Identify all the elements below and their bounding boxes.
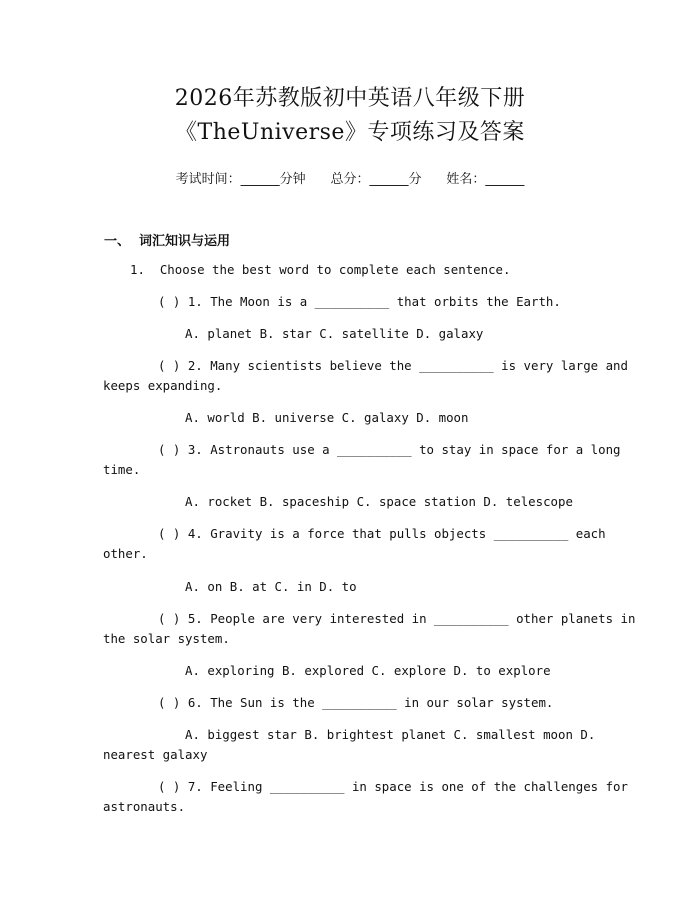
score-blank: ______: [369, 172, 409, 187]
question-2-stem-cont: keeps expanding.: [103, 378, 223, 393]
exam-info: [0, 168, 700, 187]
document-title-line-1: 2026年苏教版初中英语八年级下册: [174, 86, 526, 111]
section-title: 一、 词汇知识与运用: [104, 234, 231, 249]
question-3-stem-cont: time.: [103, 462, 141, 477]
time-label: 考试时间：: [175, 172, 241, 187]
name-label: 姓名：: [446, 172, 486, 187]
name-blank: ______: [485, 172, 525, 187]
question-5-stem: ( ) 5. People are very interested in __________ other planets in: [158, 611, 636, 626]
question-1-options: A. planet B. star C. satellite D. galaxy: [185, 326, 484, 341]
question-3-stem: ( ) 3. Astronauts use a __________ to stay in space for a long: [158, 442, 621, 457]
question-5-stem-cont: the solar system.: [103, 631, 230, 646]
question-7-stem-cont: astronauts.: [103, 799, 186, 814]
question-7-stem: ( ) 7. Feeling __________ in space is one of the challenges for: [158, 779, 628, 794]
question-4-options: A. on B. at C. in D. to: [185, 579, 357, 594]
document-title-line-2: 《TheUniverse》专项练习及答案: [175, 120, 525, 145]
question-6-options-cont: nearest galaxy: [103, 747, 208, 762]
question-1-stem: ( ) 1. The Moon is a __________ that orbits the Earth.: [158, 294, 561, 309]
question-6-stem: ( ) 6. The Sun is the __________ in our solar system.: [158, 695, 554, 710]
score-unit: 分: [408, 172, 422, 187]
question-2-options: A. world B. universe C. galaxy D. moon: [185, 410, 469, 425]
question-4-stem: ( ) 4. Gravity is a force that pulls objects __________ each: [158, 526, 606, 541]
question-4-stem-cont: other.: [103, 546, 148, 561]
question-3-options: A. rocket B. spaceship C. space station D. telescope: [185, 494, 573, 509]
question-2-stem: ( ) 2. Many scientists believe the __________ is very large and: [158, 358, 628, 373]
time-unit: 分钟: [279, 172, 306, 187]
time-blank: ______: [240, 172, 280, 187]
question-6-options: A. biggest star B. brightest planet C. smallest moon D.: [185, 727, 596, 742]
question-5-options: A. exploring B. explored C. explore D. to explore: [185, 663, 551, 678]
instruction: 1. Choose the best word to complete each sentence.: [130, 262, 511, 277]
score-label: 总分：: [330, 172, 370, 187]
